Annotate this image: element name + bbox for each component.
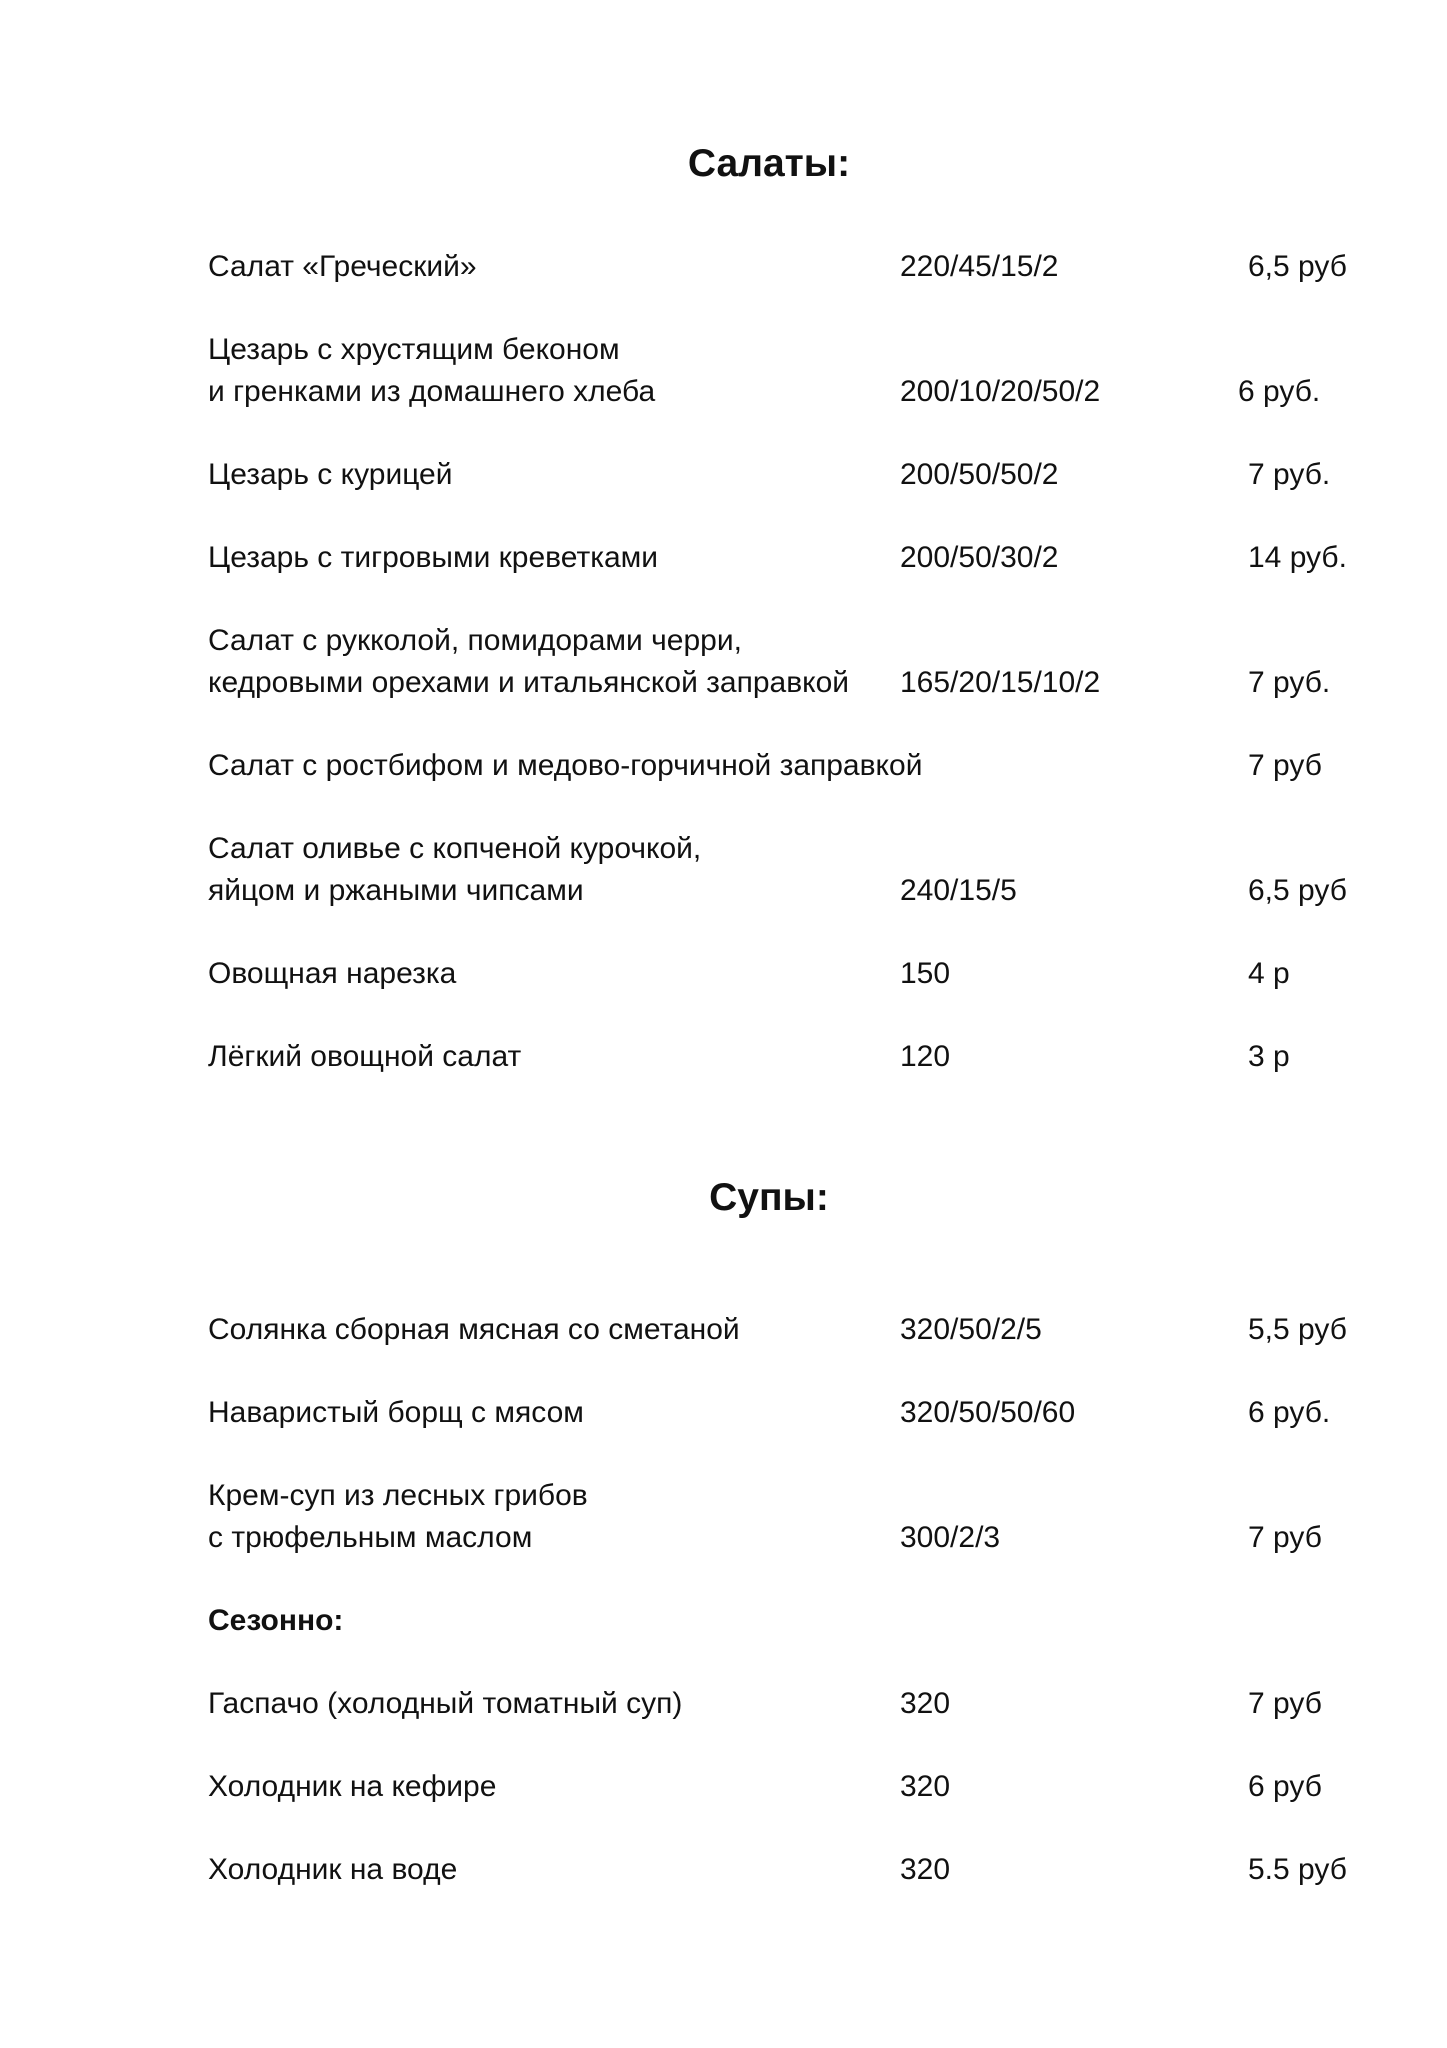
item-weight: 150: [900, 957, 951, 990]
menu-item: [208, 1309, 1408, 1351]
item-price: 4 р: [1248, 957, 1290, 990]
item-name: Цезарь с хрустящим беконом и гренками из домашнего хлеба: [208, 333, 656, 408]
menu-item: [208, 828, 1408, 912]
salads-heading: Салаты:: [687, 142, 851, 185]
menu-item: [208, 953, 1408, 995]
item-price: 7 руб.: [1248, 666, 1331, 699]
item-price: 7 руб: [1248, 1521, 1322, 1554]
item-weight: 240/15/5: [900, 874, 1017, 907]
item-name: Салат оливье с копченой курочкой, яйцом и ржаными чипсами: [208, 832, 702, 907]
soups-heading: Супы:: [709, 1176, 829, 1219]
item-name: Холодник на воде: [208, 1853, 458, 1886]
seasonal-label: Сезонно:: [208, 1604, 344, 1637]
item-price: 3 р: [1248, 1040, 1290, 1073]
item-price: 5.5 руб: [1248, 1853, 1347, 1886]
item-weight: 320: [900, 1687, 951, 1720]
item-name: Солянка сборная мясная со сметаной: [208, 1313, 740, 1346]
menu-item: [208, 1683, 1408, 1725]
item-price: 14 руб.: [1248, 541, 1347, 574]
menu-item: [208, 1849, 1408, 1891]
item-weight: 200/50/30/2: [900, 541, 1059, 574]
item-weight: 320/50/50/60: [900, 1396, 1076, 1429]
item-name: Гаспачо (холодный томатный суп): [208, 1687, 683, 1720]
item-price: 6 руб: [1248, 1770, 1322, 1803]
item-name: Цезарь с тигровыми креветками: [208, 541, 659, 574]
item-name: Холодник на кефире: [208, 1770, 497, 1803]
item-name: Салат с рукколой, помидорами черри, кедровыми орехами и итальянской заправкой: [208, 624, 850, 699]
item-price: 6,5 руб: [1248, 874, 1347, 907]
item-price: 6 руб.: [1248, 1396, 1331, 1429]
item-price: 6 руб.: [1238, 375, 1321, 408]
item-weight: 300/2/3: [900, 1521, 1001, 1554]
item-weight: 320: [900, 1770, 951, 1803]
item-weight: 200/10/20/50/2: [900, 375, 1101, 408]
menu-item: [208, 1392, 1408, 1434]
item-name: Крем-суп из лесных грибов с трюфельным маслом: [208, 1479, 588, 1554]
item-weight: 220/45/15/2: [900, 250, 1059, 283]
menu-item: [208, 454, 1408, 496]
menu-item: [208, 537, 1408, 579]
item-price: 7 руб.: [1248, 458, 1331, 491]
item-name: Салат «Греческий»: [208, 250, 477, 283]
menu-item: [208, 329, 1408, 413]
item-weight: 320: [900, 1853, 951, 1886]
menu-item: [208, 1475, 1408, 1559]
item-name: Цезарь с курицей: [208, 458, 453, 491]
item-name: Лёгкий овощной салат: [208, 1040, 522, 1073]
item-weight: 120: [900, 1040, 951, 1073]
menu-item: [208, 1036, 1408, 1078]
item-price: 7 руб: [1248, 749, 1322, 782]
item-price: 6,5 руб: [1248, 250, 1347, 283]
menu-item: [208, 745, 1408, 787]
menu-item: [208, 246, 1408, 288]
item-price: 7 руб: [1248, 1687, 1322, 1720]
item-name: Салат с ростбифом и медово-горчичной заправкой: [208, 749, 923, 782]
item-weight: 165/20/15/10/2: [900, 666, 1101, 699]
menu-item: [208, 620, 1408, 704]
item-weight: 200/50/50/2: [900, 458, 1059, 491]
item-name: Наваристый борщ с мясом: [208, 1396, 584, 1429]
item-name: Овощная нарезка: [208, 957, 457, 990]
item-weight: 320/50/2/5: [900, 1313, 1042, 1346]
menu-item: [208, 1766, 1408, 1808]
item-price: 5,5 руб: [1248, 1313, 1347, 1346]
